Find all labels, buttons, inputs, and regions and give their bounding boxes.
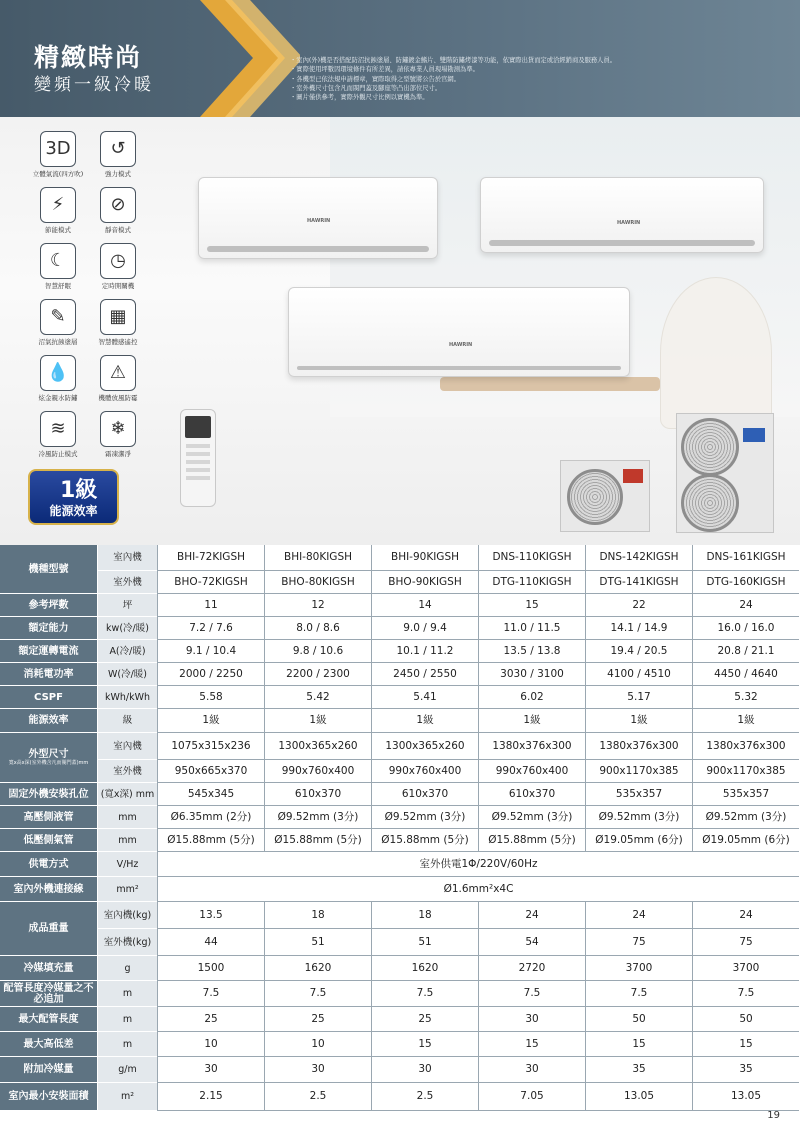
table-cell: DNS-161KIGSH <box>692 545 799 571</box>
row-sublabel: 寬x高x深(室外機含凡而閥門蓋)mm <box>8 760 89 766</box>
table-cell: Ø15.88mm (5分) <box>371 829 478 852</box>
timer-icon: ◷ <box>100 243 136 279</box>
table-cell: 54 <box>478 929 585 956</box>
badge-grade: 1級 <box>60 478 98 503</box>
row-label <box>0 1032 97 1057</box>
table-cell: DTG-160KIGSH <box>692 571 799 594</box>
note-line: ・室外機尺寸包含凡而閥門蓋及腳座等凸出部位尺寸。 <box>290 84 442 92</box>
row-unit: mm² <box>97 877 157 902</box>
row-label-text: 成品重量 <box>28 923 69 934</box>
row-label-text: 最大配管長度 <box>18 1013 79 1025</box>
row-unit: g <box>97 956 157 981</box>
table-cell: 2.5 <box>371 1083 478 1111</box>
anti-corrosion-coating-icon: ✎ <box>40 299 76 335</box>
feature-item <box>30 411 86 458</box>
table-cell: 13.05 <box>692 1083 799 1111</box>
table-cell: DTG-141KIGSH <box>585 571 692 594</box>
indoor-unit-image-2 <box>480 177 764 253</box>
table-cell: 14 <box>371 594 478 617</box>
table-cell: Ø19.05mm (6分) <box>585 829 692 852</box>
row-label-text: 最大高低差 <box>23 1038 74 1050</box>
table-cell: 15 <box>478 1032 585 1057</box>
table-cell: 25 <box>157 1007 264 1032</box>
row-label <box>0 617 97 640</box>
table-cell: Ø15.88mm (5分) <box>264 829 371 852</box>
table-cell: 3030 / 3100 <box>478 663 585 686</box>
row-unit: V/Hz <box>97 852 157 877</box>
row-label-text: 供電方式 <box>28 858 69 870</box>
outdoor-unit-large-image <box>676 413 774 533</box>
table-cell: DTG-110KIGSH <box>478 571 585 594</box>
table-cell: BHI-72KIGSH <box>157 545 264 571</box>
table-cell: 2720 <box>478 956 585 981</box>
table-cell: 24 <box>585 902 692 929</box>
table-cell: 51 <box>264 929 371 956</box>
indoor-unit-image-1 <box>198 177 438 259</box>
row-label-text: 外型尺寸 <box>28 749 69 760</box>
feature-item <box>90 243 146 290</box>
row-label <box>0 1057 97 1083</box>
table-cell: 990x760x400 <box>371 760 478 783</box>
row-label-text: 低壓側氣管 <box>23 834 74 846</box>
table-cell: 610x370 <box>478 783 585 806</box>
row-label <box>0 663 97 686</box>
table-row <box>0 663 800 686</box>
frost-clean-icon: ❄ <box>100 411 136 447</box>
table-cell: 9.1 / 10.4 <box>157 640 264 663</box>
feature-label: 霜凍潔淨 <box>105 450 131 458</box>
table-row <box>0 1083 800 1111</box>
row-label <box>0 829 97 852</box>
table-cell: 15 <box>371 1032 478 1057</box>
unit-vent <box>297 366 621 370</box>
table-cell: BHI-90KIGSH <box>371 545 478 571</box>
row-unit: 級 <box>97 709 157 733</box>
table-cell: 25 <box>264 1007 371 1032</box>
row-label <box>0 877 97 902</box>
chevron-decoration-icon <box>0 0 300 117</box>
table-cell: 1級 <box>692 709 799 733</box>
table-cell: 30 <box>478 1057 585 1083</box>
row-unit: kw(冷/暖) <box>97 617 157 640</box>
table-cell: 2200 / 2300 <box>264 663 371 686</box>
table-cell: 1380x376x300 <box>478 733 585 760</box>
row-unit: 坪 <box>97 594 157 617</box>
row-unit: A(冷/暖) <box>97 640 157 663</box>
energy-efficiency-badge <box>28 469 119 525</box>
table-cell: 2450 / 2550 <box>371 663 478 686</box>
table-cell: 535x357 <box>585 783 692 806</box>
table-cell: 4450 / 4640 <box>692 663 799 686</box>
remote-buttons <box>186 444 210 484</box>
table-cell: 1620 <box>264 956 371 981</box>
feature-label: 定時開關機 <box>101 282 135 290</box>
note-line: ・各機型已依法規申請標章，實際取得之型號將公告於官網。 <box>290 75 461 83</box>
feature-label: 機體放風防霉 <box>98 394 138 402</box>
table-cell: Ø15.88mm (5分) <box>157 829 264 852</box>
table-cell: 1500 <box>157 956 264 981</box>
table-cell: 1級 <box>585 709 692 733</box>
table-cell: 7.5 <box>478 981 585 1007</box>
table-cell: 950x665x370 <box>157 760 264 783</box>
page-title: 精緻時尚 <box>34 43 143 72</box>
feature-label: 智慧體感遙控 <box>98 338 138 346</box>
fan-grille <box>681 474 739 532</box>
row-label-text: 配管長度冷媒量之不必追加 <box>3 982 94 1005</box>
table-cell: 9.8 / 10.6 <box>264 640 371 663</box>
table-cell: BHO-72KIGSH <box>157 571 264 594</box>
table-cell: 15 <box>692 1032 799 1057</box>
table-cell: 3700 <box>585 956 692 981</box>
table-row <box>0 640 800 663</box>
page-subtitle: 變頻一級冷暖 <box>34 75 154 95</box>
feature-item <box>90 299 146 346</box>
table-cell: 7.5 <box>157 981 264 1007</box>
table-cell: 1620 <box>371 956 478 981</box>
table-cell: 24 <box>692 902 799 929</box>
row-label <box>0 852 97 877</box>
table-cell: 8.0 / 8.6 <box>264 617 371 640</box>
row-label <box>0 686 97 709</box>
cold-wind-prevention-icon: ≋ <box>40 411 76 447</box>
table-cell: 7.2 / 7.6 <box>157 617 264 640</box>
table-cell: 2000 / 2250 <box>157 663 264 686</box>
table-decoration <box>440 377 660 391</box>
table-cell: Ø6.35mm (2分) <box>157 806 264 829</box>
table-row <box>0 852 800 877</box>
row-unit: kWh/kWh <box>97 686 157 709</box>
silent-mode-icon: ⊘ <box>100 187 136 223</box>
table-row <box>0 594 800 617</box>
span-value: Ø1.6mm²x4C <box>157 877 799 902</box>
table-cell: Ø19.05mm (6分) <box>692 829 799 852</box>
outdoor-label <box>623 469 643 483</box>
table-cell: 75 <box>585 929 692 956</box>
table-cell: 2.5 <box>264 1083 371 1111</box>
table-cell: 75 <box>692 929 799 956</box>
row-label-text: 室內最小安裝面積 <box>8 1091 89 1102</box>
table-row <box>0 709 800 733</box>
row-label-text: 額定運轉電流 <box>18 645 79 657</box>
table-cell: 7.5 <box>371 981 478 1007</box>
row-unit: 室內機 <box>97 733 157 760</box>
row-label-text: 冷媒填充量 <box>23 962 74 974</box>
table-cell: BHO-80KIGSH <box>264 571 371 594</box>
table-cell: 1級 <box>264 709 371 733</box>
badge-text: 能源效率 <box>49 504 98 518</box>
table-cell: 24 <box>478 902 585 929</box>
row-label <box>0 1007 97 1032</box>
outdoor-label <box>743 428 765 442</box>
row-label <box>0 594 97 617</box>
span-value: 室外供電1Φ/220V/60Hz <box>157 852 799 877</box>
table-cell: 7.5 <box>585 981 692 1007</box>
indoor-unit-image-3 <box>288 287 630 377</box>
table-cell: BHO-90KIGSH <box>371 571 478 594</box>
table-cell: 44 <box>157 929 264 956</box>
3d-airflow-icon: 3D <box>40 131 76 167</box>
table-cell: 22 <box>585 594 692 617</box>
feature-label: 強力模式 <box>105 170 131 178</box>
fan-grille <box>567 469 623 525</box>
row-unit: mm <box>97 806 157 829</box>
note-line: ・實際使用坪數因環境條件有所差異，請依專業人員現場勘測為準。 <box>290 66 479 74</box>
unit-brand: HAWRIN <box>617 220 641 226</box>
feature-item <box>90 411 146 458</box>
table-cell: 11.0 / 11.5 <box>478 617 585 640</box>
feature-label: 炫金親水防鏽 <box>38 394 78 402</box>
table-cell: 11 <box>157 594 264 617</box>
table-cell: 50 <box>585 1007 692 1032</box>
table-cell: 610x370 <box>264 783 371 806</box>
row-unit: mm <box>97 829 157 852</box>
row-label <box>0 709 97 733</box>
table-row <box>0 686 800 709</box>
table-cell: 30 <box>371 1057 478 1083</box>
table-cell: 1380x376x300 <box>692 733 799 760</box>
remote-screen <box>185 416 211 438</box>
row-label-text: 高壓側液管 <box>23 811 74 823</box>
smart-sleep-icon: ☾ <box>40 243 76 279</box>
table-cell: 15 <box>478 594 585 617</box>
table-cell: 51 <box>371 929 478 956</box>
table-row <box>0 981 800 1007</box>
table-cell: 18 <box>264 902 371 929</box>
feature-item <box>30 355 86 402</box>
outdoor-unit-small-image <box>560 460 650 532</box>
feature-item <box>90 187 146 234</box>
table-cell: 1075x315x236 <box>157 733 264 760</box>
table-cell: 535x357 <box>692 783 799 806</box>
feature-label: 節能模式 <box>45 226 71 234</box>
table-cell: DNS-110KIGSH <box>478 545 585 571</box>
table-cell: 12 <box>264 594 371 617</box>
table-row <box>0 733 800 766</box>
table-cell: 24 <box>692 594 799 617</box>
table-cell: 10 <box>157 1032 264 1057</box>
unit-brand: HAWRIN <box>307 218 331 224</box>
table-cell: Ø9.52mm (3分) <box>264 806 371 829</box>
row-label <box>0 783 97 806</box>
row-unit: g/m <box>97 1057 157 1083</box>
table-row <box>0 1057 800 1083</box>
table-cell: 5.42 <box>264 686 371 709</box>
row-label <box>0 956 97 981</box>
table-cell: 7.5 <box>692 981 799 1007</box>
energy-saving-icon: ⚡ <box>40 187 76 223</box>
table-cell: 30 <box>478 1007 585 1032</box>
table-row <box>0 783 800 806</box>
row-unit: m² <box>97 1083 157 1111</box>
row-label-text: 室內外機連接線 <box>13 883 84 895</box>
table-cell: 13.5 <box>157 902 264 929</box>
table-cell: 13.05 <box>585 1083 692 1111</box>
table-cell: 35 <box>585 1057 692 1083</box>
water-drop-icon: 💧 <box>40 355 76 391</box>
table-cell: 900x1170x385 <box>692 760 799 783</box>
feature-label: 冷風防止模式 <box>38 450 78 458</box>
table-cell: 5.17 <box>585 686 692 709</box>
feature-item <box>90 131 146 178</box>
row-label <box>0 640 97 663</box>
feature-label: 智慧舒眠 <box>45 282 71 290</box>
row-unit: m <box>97 981 157 1007</box>
row-unit: m <box>97 1007 157 1032</box>
row-label-text: 機種型號 <box>28 563 69 575</box>
table-cell: 30 <box>264 1057 371 1083</box>
unit-brand: HAWRIN <box>449 342 473 348</box>
table-cell: 1300x365x260 <box>371 733 478 760</box>
row-label <box>0 806 97 829</box>
feature-item <box>30 299 86 346</box>
table-row <box>0 1007 800 1032</box>
table-cell: 1級 <box>371 709 478 733</box>
unit-vent <box>207 246 429 252</box>
row-unit: 室內機 <box>97 545 157 571</box>
table-cell: Ø9.52mm (3分) <box>478 806 585 829</box>
table-cell: 20.8 / 21.1 <box>692 640 799 663</box>
table-cell: 7.05 <box>478 1083 585 1111</box>
table-cell: 14.1 / 14.9 <box>585 617 692 640</box>
note-line: ・圖片僅供參考，實際外觀尺寸比例以實機為準。 <box>290 94 429 102</box>
feature-item <box>90 355 146 402</box>
table-cell: BHI-80KIGSH <box>264 545 371 571</box>
table-cell: 16.0 / 16.0 <box>692 617 799 640</box>
table-cell: 1級 <box>157 709 264 733</box>
table-row <box>0 829 800 852</box>
row-label-text: 能源效率 <box>28 715 69 726</box>
row-unit: 室內機(kg) <box>97 902 157 929</box>
unit-vent <box>489 240 755 246</box>
table-row <box>0 571 800 594</box>
table-cell: 5.32 <box>692 686 799 709</box>
row-unit: 室外機 <box>97 760 157 783</box>
row-unit: W(冷/暖) <box>97 663 157 686</box>
row-label <box>0 981 97 1007</box>
table-cell: 13.5 / 13.8 <box>478 640 585 663</box>
table-cell: 19.4 / 20.5 <box>585 640 692 663</box>
table-cell: 9.0 / 9.4 <box>371 617 478 640</box>
row-unit: 室外機 <box>97 571 157 594</box>
table-cell: 990x760x400 <box>478 760 585 783</box>
row-label-text: 固定外機安裝孔位 <box>8 788 89 800</box>
table-row <box>0 1032 800 1057</box>
feature-item <box>30 187 86 234</box>
table-row <box>0 617 800 640</box>
row-unit: 室外機(kg) <box>97 929 157 956</box>
table-cell: 1級 <box>478 709 585 733</box>
table-cell: 990x760x400 <box>264 760 371 783</box>
table-row <box>0 806 800 829</box>
row-label-text: 額定能力 <box>28 622 69 634</box>
table-row <box>0 929 800 956</box>
remote-control-image <box>180 409 216 507</box>
table-cell: 10.1 / 11.2 <box>371 640 478 663</box>
table-cell: 545x345 <box>157 783 264 806</box>
table-cell: Ø9.52mm (3分) <box>371 806 478 829</box>
feature-label: 立體氣流(四方吹) <box>32 170 84 178</box>
feature-label: 沼氣抗蝕塗層 <box>38 338 78 346</box>
table-row <box>0 760 800 783</box>
table-row <box>0 877 800 902</box>
table-cell: 4100 / 4510 <box>585 663 692 686</box>
note-line: ・室內(外)機是否搭配防沼抗蝕塗層、防鏽鍍金鰭片、雙階防鏽烤漆等功能，依實際出貨而定或洽經銷商及服務人員。 <box>290 57 617 64</box>
table-cell: 3700 <box>692 956 799 981</box>
row-label-text: 附加冷媒量 <box>23 1064 74 1075</box>
row-label-text: CSPF <box>34 691 63 703</box>
row-label-text: 參考坪數 <box>28 599 69 611</box>
table-cell: 1300x365x260 <box>264 733 371 760</box>
table-row <box>0 545 800 575</box>
table-cell: 5.58 <box>157 686 264 709</box>
table-cell: 50 <box>692 1007 799 1032</box>
table-row <box>0 902 800 934</box>
row-unit: (寬x深) mm <box>97 783 157 806</box>
table-cell: 2.15 <box>157 1083 264 1111</box>
fan-grille <box>681 418 739 476</box>
table-cell: Ø9.52mm (3分) <box>692 806 799 829</box>
table-cell: 35 <box>692 1057 799 1083</box>
smart-remote-icon: ▦ <box>100 299 136 335</box>
table-cell: 7.5 <box>264 981 371 1007</box>
page-number: 19 <box>767 1110 780 1121</box>
table-cell: 5.41 <box>371 686 478 709</box>
header-notes <box>290 56 616 102</box>
feature-label: 靜音模式 <box>105 226 131 234</box>
table-cell: 610x370 <box>371 783 478 806</box>
product-hero <box>0 117 800 545</box>
table-cell: 18 <box>371 902 478 929</box>
table-cell: 900x1170x385 <box>585 760 692 783</box>
table-cell: 25 <box>371 1007 478 1032</box>
feature-item <box>30 243 86 290</box>
table-cell: DNS-142KIGSH <box>585 545 692 571</box>
table-cell: 10 <box>264 1032 371 1057</box>
table-cell: 30 <box>157 1057 264 1083</box>
feature-item <box>30 131 86 178</box>
chair-decoration <box>660 277 772 429</box>
row-unit: m <box>97 1032 157 1057</box>
table-row <box>0 956 800 981</box>
table-cell: 15 <box>585 1032 692 1057</box>
table-cell: Ø15.88mm (5分) <box>478 829 585 852</box>
refrigerant-leak-icon: ⚠ <box>100 355 136 391</box>
table-cell: 6.02 <box>478 686 585 709</box>
row-label <box>0 1083 97 1111</box>
power-mode-icon: ↺ <box>100 131 136 167</box>
table-cell: Ø9.52mm (3分) <box>585 806 692 829</box>
row-label-text: 消耗電功率 <box>23 668 74 680</box>
table-cell: 1380x376x300 <box>585 733 692 760</box>
page-header <box>0 0 800 117</box>
